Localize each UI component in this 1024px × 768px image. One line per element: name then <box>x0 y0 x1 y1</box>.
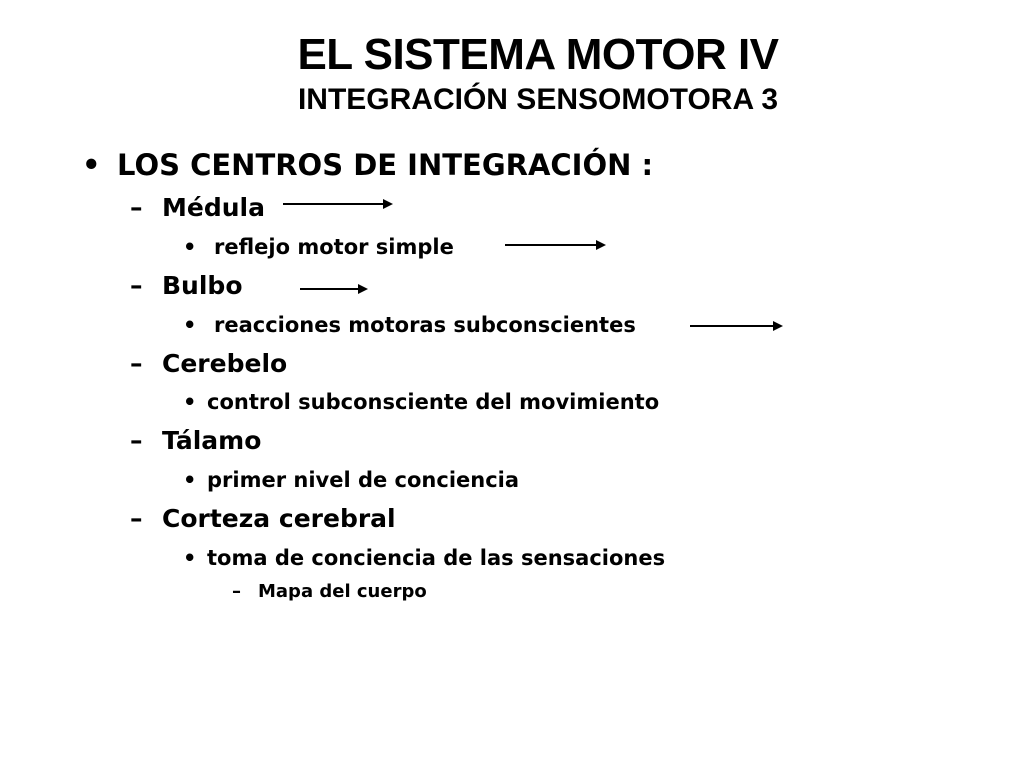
center-name-corteza: Corteza cerebral <box>162 504 396 533</box>
center-detail-cerebelo: control subconsciente del movimiento <box>207 390 660 414</box>
dash-marker: – <box>232 581 241 602</box>
bullet-marker: • <box>183 546 197 570</box>
dash-marker: – <box>130 349 143 378</box>
dash-marker: – <box>130 426 143 455</box>
center-name-medula: Médula <box>162 193 265 222</box>
center-detail-medula: reflejo motor simple <box>214 235 454 259</box>
slide-subtitle: INTEGRACIÓN SENSOMOTORA 3 <box>297 83 779 116</box>
dash-marker: – <box>130 504 143 533</box>
center-detail-talamo: primer nivel de conciencia <box>207 468 520 492</box>
center-detail-bulbo: reacciones motoras subconscientes <box>214 313 636 337</box>
bullet-marker: • <box>183 468 197 492</box>
center-name-cerebelo: Cerebelo <box>162 349 288 378</box>
center-subdetail-corteza: Mapa del cuerpo <box>258 581 427 602</box>
bullet-marker: • <box>82 148 101 182</box>
arrow-right-icon <box>690 321 783 331</box>
arrow-right-icon <box>300 284 368 294</box>
bullet-marker: • <box>183 235 197 259</box>
slide-title: EL SISTEMA MOTOR IV <box>297 30 779 79</box>
arrow-right-icon <box>505 240 606 250</box>
center-name-talamo: Tálamo <box>162 426 262 455</box>
arrow-right-icon <box>283 199 393 209</box>
section-heading: LOS CENTROS DE INTEGRACIÓN : <box>117 148 654 182</box>
bullet-marker: • <box>183 313 197 337</box>
center-name-bulbo: Bulbo <box>162 271 243 300</box>
center-detail-corteza: toma de conciencia de las sensaciones <box>207 546 666 570</box>
bullet-marker: • <box>183 390 197 414</box>
dash-marker: – <box>130 271 143 300</box>
dash-marker: – <box>130 193 143 222</box>
